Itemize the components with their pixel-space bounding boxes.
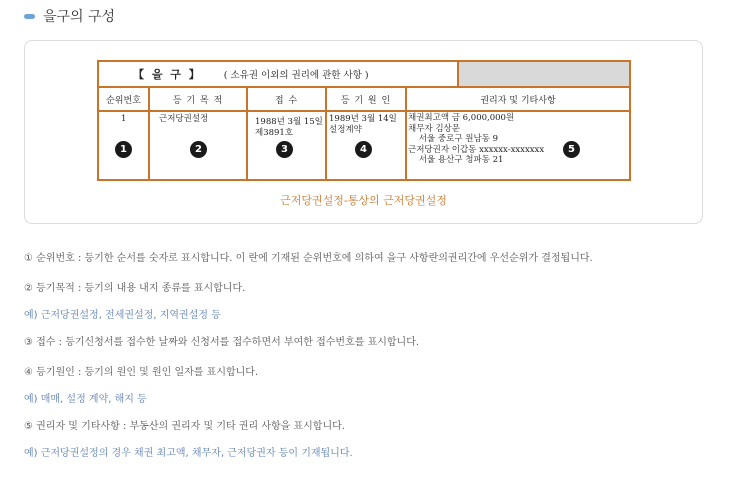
rights-line: 근저당권자 이갑동 xxxxxx-xxxxxxx	[408, 144, 545, 155]
rights-line: 서울 용산구 청파동 21	[408, 155, 504, 165]
rank-value: 1	[121, 114, 127, 124]
table-divider	[99, 110, 629, 112]
rights-line: 채권최고액 금 6,000,000원	[408, 113, 515, 123]
section-heading	[24, 6, 115, 26]
description-line: ② 등기목적 : 등기의 내용 내지 종류를 표시합니다.	[24, 283, 246, 294]
number-badge: 5	[563, 141, 580, 158]
register-title	[99, 62, 457, 86]
register-table	[97, 60, 631, 181]
description-line: ③ 접수 : 등기신청서를 접수한 날짜와 신청서를 접수하면서 부여한 접수번호를 표시합니다.	[24, 337, 420, 348]
col-purpose-header: 등 기 목 적	[172, 95, 224, 106]
rights-line: 서울 중로구 원남동 9	[408, 134, 499, 144]
bullet-bar-icon	[24, 14, 35, 19]
rights-line: 채무자 김상문	[408, 123, 460, 134]
col-rights-header: 권리자 및 기타사항	[480, 95, 556, 106]
rights-value	[408, 113, 544, 166]
register-title-main: 【 을 구 】	[133, 68, 202, 81]
example-line: 예) 근저당권설정의 경우 채권 최고액, 채무자, 근저당권자 등이 기재됩니다.	[24, 448, 353, 459]
figure-caption: 근저당권설정-통상의 근저당권설정	[280, 194, 447, 207]
register-title-sub: ( 소유권 이외의 권리에 관한 사항 )	[223, 70, 369, 81]
cause-type: 설정계약	[329, 125, 362, 135]
receipt-number: 제3891호	[255, 128, 294, 138]
col-cause-header: 등 기 원 인	[340, 95, 392, 106]
col-rank-header: 순위번호	[106, 95, 141, 106]
number-badge: 4	[355, 141, 372, 158]
receipt-value	[255, 117, 323, 139]
header-gray-area	[457, 62, 629, 86]
cause-date: 1989년 3월 14일	[329, 114, 397, 124]
purpose-value: 근저당권설정	[159, 114, 209, 124]
number-badge: 3	[276, 141, 293, 158]
number-badge: 1	[115, 141, 132, 158]
cause-value	[329, 114, 397, 136]
description-line: ⑤ 권리자 및 기타사항 : 부동산의 권리자 및 기타 권리 사항을 표시합니다.	[24, 421, 345, 432]
example-line: 예) 근저당권설정, 전세권설정, 지역권설정 등	[24, 310, 221, 321]
example-line: 예) 매매, 설정 계약, 해지 등	[24, 394, 147, 405]
number-badge: 2	[190, 141, 207, 158]
description-line: ① 순위번호 : 등기한 순서를 숫자로 표시합니다. 이 란에 기재된 순위번호에 의하여 을구 사항란의권리간에 우선순위가 결정됩니다.	[24, 253, 593, 264]
receipt-date: 1988년 3월 15일	[255, 117, 323, 127]
description-line: ④ 등기원인 : 등기의 원인 및 원인 일자를 표시합니다.	[24, 367, 259, 378]
section-title: 을구의 구성	[43, 9, 116, 25]
col-receipt-header: 접 수	[274, 95, 299, 106]
